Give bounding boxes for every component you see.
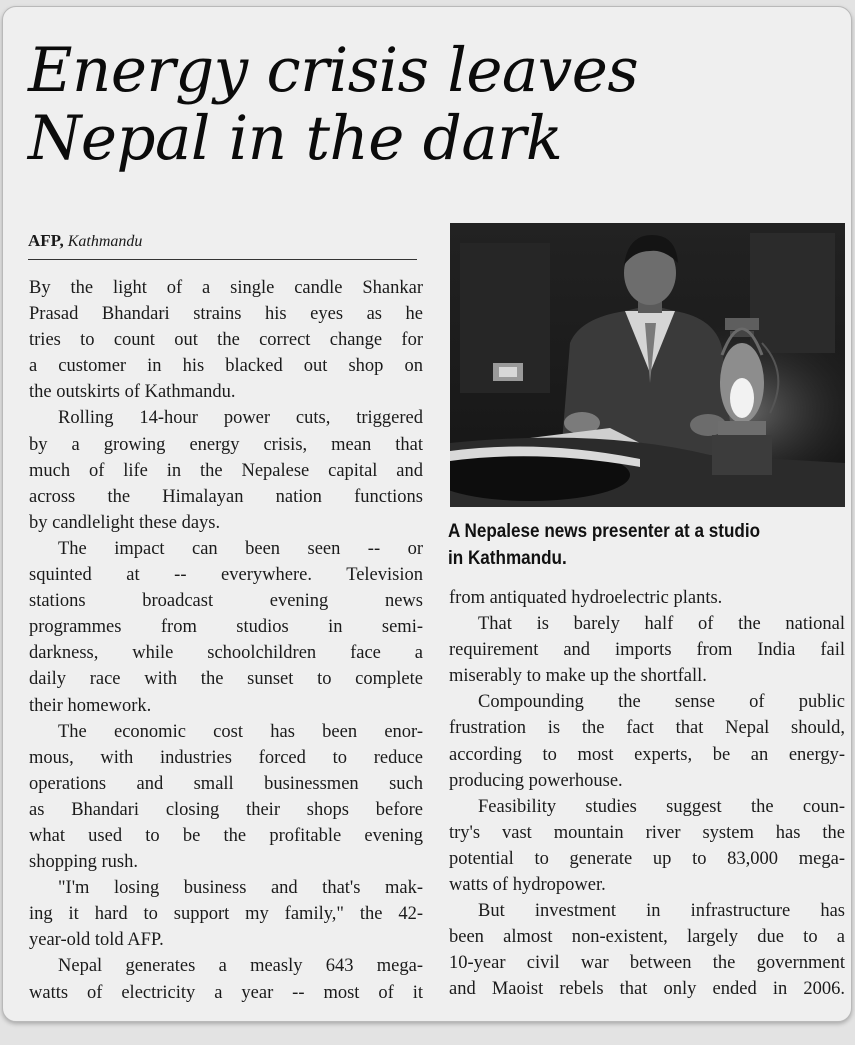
headline-line: Energy crisis leaves — [28, 35, 639, 106]
body-line: try's vast mountain river system has the — [449, 822, 845, 843]
body-line: potential to generate up to 83,000 mega- — [449, 848, 845, 869]
body-line: been almost non-existent, largely due to a — [449, 927, 845, 948]
byline-location: Kathmandu — [67, 233, 143, 250]
body-line: and Maoist rebels that only ended in 2006. — [449, 979, 845, 1000]
body-line: miserably to make up the shortfall. — [449, 666, 707, 687]
body-line: squinted at -- everywhere. Television — [29, 565, 423, 586]
body-line: "I'm losing business and that's mak- — [58, 878, 423, 899]
body-line: as Bhandari closing their shops before — [29, 799, 423, 820]
body-line: Compounding the sense of public — [478, 692, 845, 713]
body-line: operations and small businessmen such — [29, 773, 423, 794]
photo-caption — [448, 518, 813, 572]
body-line: Feasibility studies suggest the coun- — [478, 796, 845, 817]
body-line: across the Himalayan nation functions — [29, 486, 423, 507]
body-line: mous, with industries forced to reduce — [29, 747, 423, 768]
body-line: by candlelight these days. — [29, 512, 221, 533]
body-line: according to most experts, be an energy- — [449, 744, 845, 765]
body-line: The impact can been seen -- or — [58, 538, 423, 559]
article-column-2 — [449, 585, 845, 1003]
body-line: their homework. — [29, 695, 152, 716]
headline — [28, 37, 828, 173]
body-line: That is barely half of the national — [478, 614, 845, 635]
body-line: Rolling 14-hour power cuts, triggered — [58, 408, 423, 429]
body-line: a customer in his blacked out shop on — [29, 356, 423, 377]
body-line: programmes from studios in semi- — [29, 617, 423, 638]
body-line: Prasad Bhandari strains his eyes as he — [29, 304, 423, 325]
body-line: 10-year civil war between the government — [449, 953, 845, 974]
body-line: from antiquated hydroelectric plants. — [449, 588, 723, 608]
article-column-1 — [29, 275, 423, 1006]
news-presenter-photo — [450, 223, 845, 507]
headline-line: Nepal in the dark — [28, 103, 563, 174]
newspaper-clipping — [2, 6, 852, 1022]
byline-divider — [28, 259, 417, 260]
photo-image — [450, 223, 845, 507]
body-line: tries to count out the correct change for — [29, 330, 423, 351]
caption-line: in Kathmandu. — [448, 548, 567, 569]
body-line: what used to be the profitable evening — [29, 825, 423, 846]
caption-line: A Nepalese news presenter at a studio — [448, 521, 761, 542]
body-line: the outskirts of Kathmandu. — [29, 382, 236, 403]
body-line: Nepal generates a measly 643 mega- — [58, 956, 423, 977]
body-line: darkness, while schoolchildren face a — [29, 643, 423, 664]
body-line: But investment in infrastructure has — [478, 901, 845, 922]
body-line: The economic cost has been enor- — [58, 721, 423, 742]
body-line: ing it hard to support my family," the 42- — [29, 904, 423, 925]
body-line: By the light of a single candle Shankar — [29, 278, 423, 298]
body-line: watts of hydropower. — [449, 875, 606, 896]
byline-agency: AFP, — [28, 231, 64, 250]
body-line: shopping rush. — [29, 852, 138, 873]
body-line: producing powerhouse. — [449, 770, 623, 791]
body-line: much of life in the Nepalese capital and — [29, 460, 423, 481]
body-line: watts of electricity a year -- most of it — [29, 982, 423, 1003]
body-line: frustration is the fact that Nepal should, — [449, 718, 845, 739]
body-line: daily race with the sunset to complete — [29, 669, 423, 690]
body-line: year-old told AFP. — [29, 930, 164, 951]
body-line: requirement and imports from India fail — [449, 640, 845, 661]
byline — [28, 231, 142, 251]
body-line: stations broadcast evening news — [29, 591, 423, 612]
body-line: by a growing energy crisis, mean that — [29, 434, 423, 455]
